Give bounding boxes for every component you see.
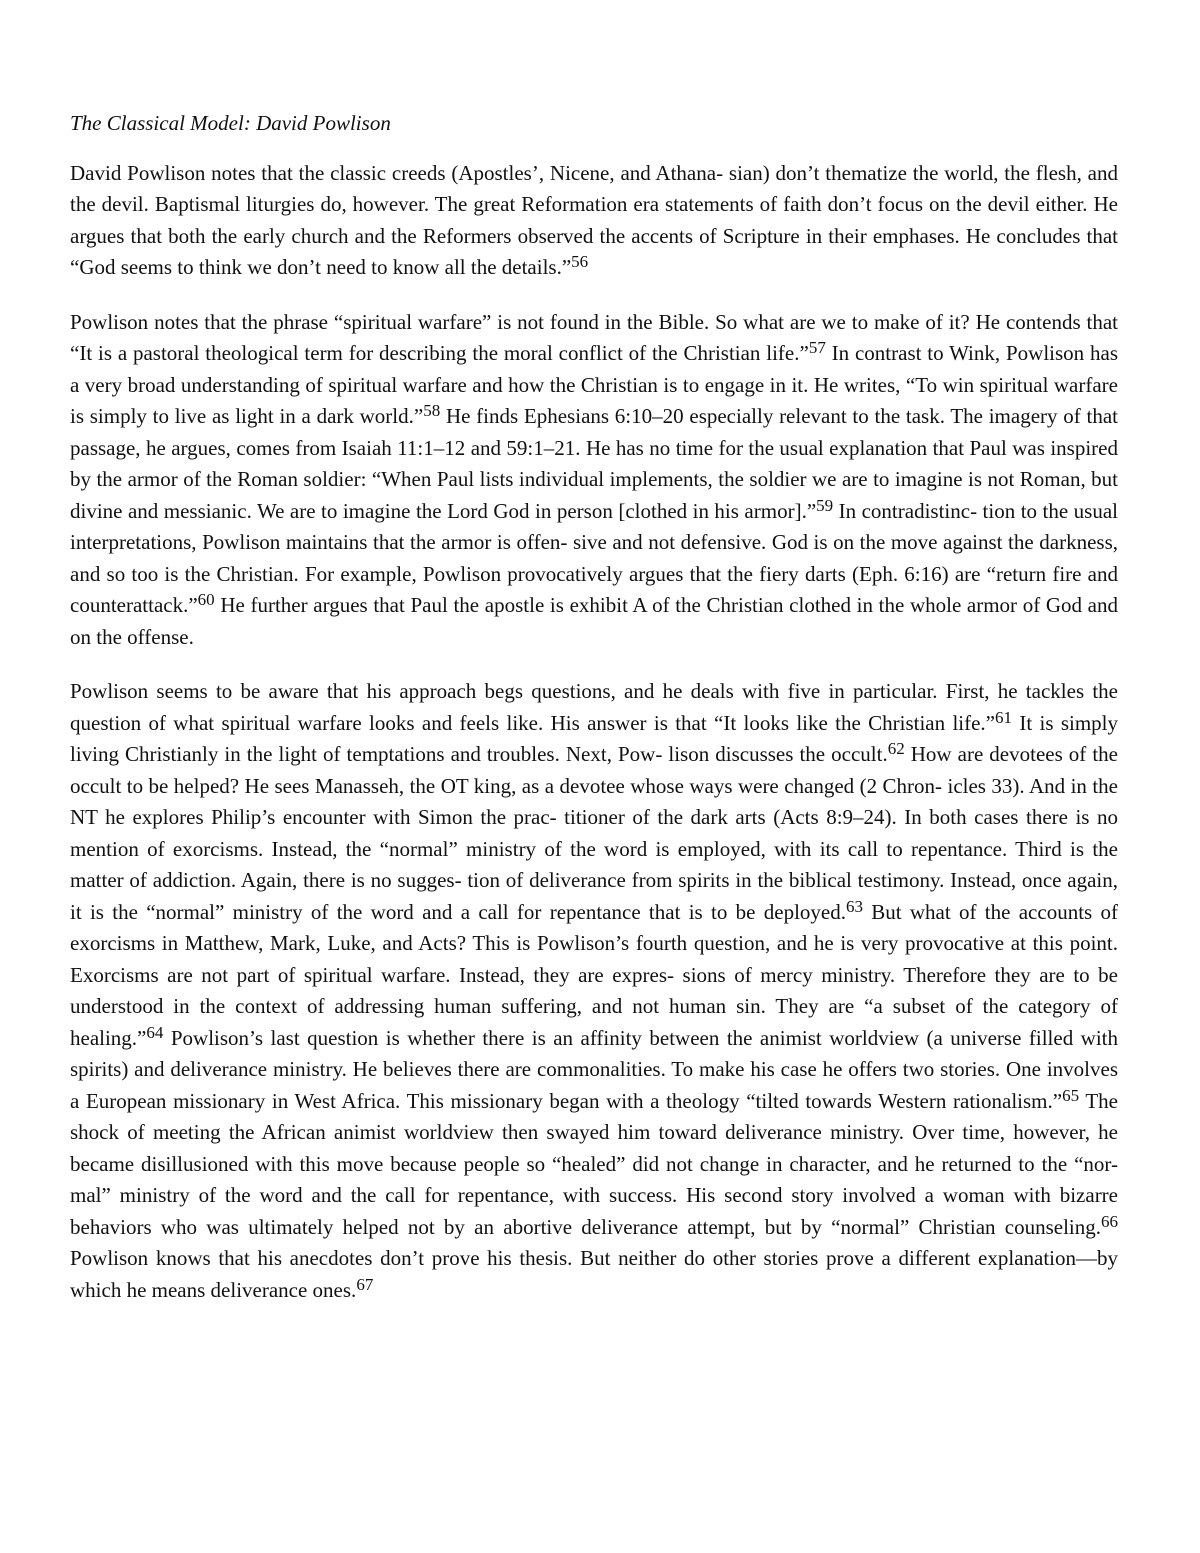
footnote-marker[interactable]: 59 [816,495,834,515]
paragraph-text: In contradistinc- tion to the usual interpretations, Powlison maintains that the armor is offen- sive and not defensive. God is on the move against the darkness, and so too is the Christian. For example, Powlison provocatively argues that the fiery darts (Eph. 6:16) are “return fire and counterattack.” [70,498,1118,617]
footnote-marker[interactable]: 57 [808,338,826,357]
section-heading: The Classical Model: David Powlison [70,111,391,135]
paragraph-text: Powlison knows that his anecdotes don’t prove his thesis. But neither do other stories prove a different explanation—by which he means deliverance ones. [70,1246,1118,1302]
footnote-marker[interactable]: 65 [1062,1085,1080,1105]
paragraph-text: But what of the accounts of exorcisms in Matthew, Mark, Luke, and Acts? This is Powlison’s fourth question, and he is very provocative at this point. Exorcisms are not part of spiritual warfare. Instead, they are expres- sions of mercy ministry. Therefore they are to be understood in the context of addressing human suffering, and not human sin. They are “a subset of the category of healing.” [70,899,1118,1050]
paragraph-1 [70,158,1118,284]
paragraph-text: The shock of meeting the African animist worldview then swayed him toward deliverance ministry. Over time, however, he became disillusioned with this move because people so “healed” did not change in character, and he returned to the “nor- mal” ministry of the word and the call for repentance, with success. His second story involved a woman with bizarre behaviors who was ultimately helped not by an abortive deliverance attempt, but by “normal” Christian counseling. [70,1088,1118,1239]
paragraph-text: He further argues that Paul the apostle is exhibit A of the Christian clothed in the whole armor of God and on the offense. [70,593,1118,649]
footnote-marker[interactable]: 67 [356,1274,374,1294]
footnote-marker[interactable]: 61 [995,707,1013,727]
footnote-marker[interactable]: 64 [146,1022,164,1042]
footnote-marker[interactable]: 56 [571,252,589,271]
footnote-marker[interactable]: 60 [197,590,215,609]
paragraph-3 [70,676,1118,1306]
paragraph-text: He finds Ephesians 6:10–20 especially relevant to the task. The imagery of that passage, he argues, comes from Isaiah 11:1–12 and 59:1–21. He has no time for the usual explanation that Paul was inspired by the armor of the Roman soldier: “When Paul lists individual implements, the soldier we are to imagine is not Roman, but divine and messianic. We are to imagine the Lord God in person [clothed in his armor].” [70,404,1118,523]
paragraph-text: In contrast to Wink, Powlison has a very broad understanding of spiritual warfare and how the Christian is to engage in it. He writes, “To win spiritual warfare is simply to live as light in a dark world.” [70,341,1118,428]
footnote-marker[interactable]: 66 [1101,1211,1118,1231]
paragraph-text: Powlison seems to be aware that his approach begs questions, and he deals with five in particular. First, he tackles the question of what spiritual warfare looks and feels like. His answer is that “It looks like the Christian life.” [70,679,1118,735]
footnote-marker[interactable]: 63 [845,896,863,916]
paragraph-text: How are devotees of the occult to be helped? He sees Manasseh, the OT king, as a devotee whose ways were changed (2 Chron- icles 33). And in the NT he explores Philip’s encounter with Simon the prac- titioner of the dark arts (Acts 8:9–24). In both cases there is no mention of exorcisms. Instead, the “normal” ministry of the word is employed, with its call to repentance. Third is the matter of addiction. Again, there is no sugges- tion of deliverance from spirits in the biblical testimony. Instead, once again, it is the “normal” ministry of the word and a call for repentance that is to be deployed. [70,742,1118,924]
paragraph-2 [70,307,1118,654]
paragraph-text: Powlison notes that the phrase “spiritual warfare” is not found in the Bible. So what are we to make of it? He contends that “It is a pastoral theological term for describing the moral conflict of the Christian life.” [70,309,1118,365]
document-page [70,108,1118,1329]
footnote-marker[interactable]: 62 [887,739,905,758]
footnote-marker[interactable]: 58 [423,401,441,420]
paragraph-text: Powlison’s last question is whether there is an affinity between the animist worldview (a universe filled with spirits) and deliverance ministry. He believes there are commonalities. To make his case he offers two stories. One involves a European missionary in West Africa. This missionary began with a theology “tilted towards Western rationalism.” [70,1025,1118,1113]
paragraph-text: It is simply living Christianly in the light of temptations and troubles. Next, Pow- lison discusses the occult. [70,710,1119,766]
paragraph-text: David Powlison notes that the classic creeds (Apostles’, Nicene, and Athana- sian) don’t thematize the world, the flesh, and the devil. Baptismal liturgies do, however. The great Reformation era statements of faith don’t focus on the devil either. He argues that both the early church and the Reformers observed the accents of Scripture in their emphases. He concludes that “God seems to think we don’t need to know all the details.” [70,160,1118,279]
